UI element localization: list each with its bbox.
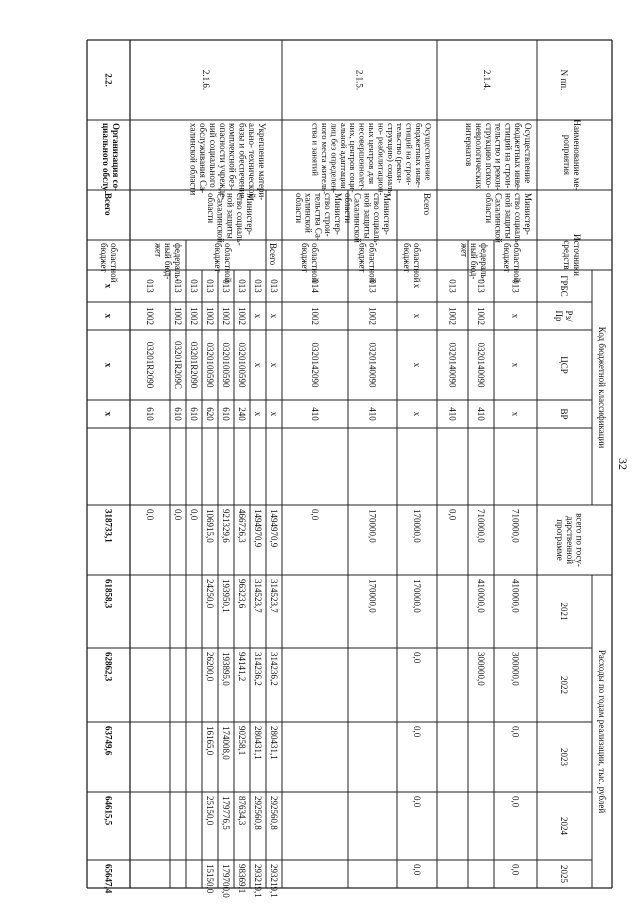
source: областнойбюджет	[300, 243, 320, 283]
source: Всего	[268, 243, 278, 266]
measure-name: Укрепление матери-ально- техническойбазы и обеспечениекомплексной без-опасности учрежде-ний социальногообслуживания Са-халинской области	[188, 123, 267, 201]
g3-row2-vr: 240	[236, 407, 247, 421]
g2-row1-vr: 410	[367, 407, 378, 421]
g3-row4-total: 106915,0	[204, 509, 215, 543]
g3-row0-y4: 293219,1	[268, 864, 279, 898]
g2-row2-rzpr: 1002	[309, 307, 320, 325]
g3-row6-csr: 03201R209C	[172, 340, 183, 390]
g3-row1-y4: 293219,1	[252, 864, 263, 898]
g2-row2-csr: 0320142090	[309, 342, 320, 388]
g3-row4-rzpr: 1002	[204, 307, 215, 325]
g3-row1-rzpr: x	[252, 313, 263, 319]
g3-row3-rzpr: 1002	[220, 307, 231, 325]
row-number: 2.1.6.	[200, 69, 211, 91]
header-budget-code: Код бюджетной классификации	[596, 326, 607, 449]
g4-y4: 65647,4	[103, 864, 114, 894]
g2-row2-total: 0,0	[309, 509, 320, 521]
g3-row3-y1: 193895,0	[220, 652, 231, 686]
g3-row2-grbs: 013	[236, 279, 247, 293]
g1-row2-csr: 0320140090	[447, 342, 458, 388]
page-number: 32	[616, 458, 630, 470]
header-vr: ВР	[558, 408, 569, 420]
header-name: Наименование ме-роприятия	[561, 119, 582, 191]
g3-row3-y3: 179776,5	[220, 796, 231, 830]
header-source: Источникисредств	[561, 234, 582, 276]
g3-row3-vr: 610	[220, 407, 231, 421]
g3-row2-rzpr: 1002	[236, 307, 247, 325]
g1-row1-grbs: 013	[475, 279, 486, 293]
header-expenses: Расходы по годам реализации, тыс. рублей	[596, 649, 607, 814]
g3-row2-csr: 0320100590	[236, 342, 247, 388]
g3-row4-grbs: 013	[204, 279, 215, 293]
header-csr: ЦСР	[558, 356, 569, 374]
g1-row1-vr: 410	[475, 407, 486, 421]
g1-row0-y1: 300000,0	[510, 652, 521, 686]
g3-row0-y1: 314236,2	[268, 652, 279, 686]
g3-row3-grbs: 013	[220, 279, 231, 293]
g1-row1-rzpr: 1002	[475, 307, 486, 325]
source: областнойбюджет	[402, 243, 422, 283]
measure-name: Организация со-циального обслу-	[101, 123, 121, 194]
g3-row0-rzpr: x	[268, 313, 279, 319]
header-total: всего по госу-дарственнойпрограмме	[555, 513, 585, 567]
g3-row1-total: 1494970,9	[252, 509, 263, 548]
g3-row6-total: 0,0	[172, 509, 183, 521]
g1-row0-grbs: 013	[510, 279, 521, 293]
g1-row1-y1: 300000,0	[475, 652, 486, 686]
g1-row1-total: 710000,0	[475, 509, 486, 543]
g3-row1-grbs: 013	[252, 279, 263, 293]
source: федераль-ный бюд-жет	[153, 243, 183, 282]
g3-row4-y0: 24250,0	[204, 579, 215, 609]
g3-row0-csr: x	[268, 362, 279, 368]
g2-row0-rzpr: x	[411, 313, 422, 319]
g2-row1-rzpr: 1002	[367, 307, 378, 325]
g4-vr: x	[103, 411, 114, 417]
g2-row1-y0: 170000,0	[367, 579, 378, 613]
g1-row0-total: 710000,0	[510, 509, 521, 543]
executor: Министер-ство строи-тельства Са-халинскойобласти	[293, 193, 343, 241]
g3-row6-grbs: 013	[172, 279, 183, 293]
g4-grbs: x	[103, 283, 114, 289]
g1-row2-grbs: 013	[447, 279, 458, 293]
g2-row0-grbs: x	[411, 283, 422, 289]
g3-row2-y1: 94141,2	[236, 652, 247, 682]
header-year-2023: 2023	[558, 748, 569, 766]
g4-y1: 62862,3	[103, 652, 114, 682]
g4-y2: 63749,6	[103, 726, 114, 756]
g2-row1-csr: 0320140090	[367, 342, 378, 388]
g3-row7-rzpr: 1002	[144, 307, 155, 325]
g3-row7-total: 0,0	[144, 509, 155, 521]
g1-row0-y2: 0,0	[510, 726, 521, 738]
header-grbs: ГРБС	[558, 275, 569, 297]
g3-row4-y3: 25150,0	[204, 796, 215, 826]
g3-row3-y0: 193950,1	[220, 579, 231, 613]
g3-row0-total: 1494970,9	[268, 509, 279, 548]
g3-row2-y0: 96323,6	[236, 579, 247, 609]
g3-row0-y0: 314523,7	[268, 579, 279, 613]
header-year-2022: 2022	[558, 676, 569, 694]
g3-row5-csr: 03201R2090	[188, 341, 199, 389]
source: областнойбюджет	[502, 243, 522, 283]
g3-row3-csr: 0320100590	[220, 342, 231, 388]
source: областнойбюджет	[357, 243, 378, 283]
g3-row4-y4: 15150,0	[204, 864, 215, 894]
g1-row0-vr: x	[510, 411, 521, 417]
g2-row0-y3: 0,0	[411, 796, 422, 808]
row-number: 2.1.4.	[481, 69, 492, 91]
g3-row4-csr: 0320100590	[204, 342, 215, 388]
g2-row2-vr: 410	[309, 407, 320, 421]
g3-row1-y0: 314523,7	[252, 579, 263, 613]
measure-name: Осуществлениебюджетных инве-стиций на строи-тельство (рекон-струкцию) социаль-но- реабилитацион-ных центров длянесовершеннолет-них, центров соци-альной адаптациилиц без определен-ного места житель-ства и занятий	[310, 123, 434, 197]
header-year-2021: 2021	[558, 602, 569, 621]
g3-row1-vr: x	[252, 411, 263, 417]
g4-total: 318733,1	[103, 509, 114, 543]
executor: Всего	[422, 193, 432, 216]
g3-row1-y3: 292560,8	[252, 796, 263, 830]
g3-row6-rzpr: 1002	[172, 307, 183, 325]
g1-row2-total: 0,0	[447, 509, 458, 521]
g3-row2-total: 466726,3	[236, 509, 247, 543]
g3-row3-y4: 179700,0	[220, 864, 231, 898]
g3-row4-y2: 16165,0	[204, 726, 215, 756]
g3-row5-rzpr: 1002	[188, 307, 199, 325]
executor: Министер-ство социаль-ной защитыСахалинскойобласти	[342, 193, 392, 246]
g3-row1-y2: 280431,1	[252, 726, 263, 760]
g1-row0-y0: 410000,0	[510, 579, 521, 613]
header-n: N пп.	[558, 69, 569, 91]
g4-y0: 61858,3	[103, 579, 114, 609]
g1-row1-y0: 410000,0	[475, 579, 486, 613]
g1-row0-y3: 0,0	[510, 796, 521, 808]
source: областнойбюджет	[213, 243, 233, 283]
g2-row0-y0: 170000,0	[411, 579, 422, 613]
g3-row0-y3: 292560,8	[268, 796, 279, 830]
g1-row0-rzpr: x	[510, 313, 521, 319]
g3-row7-vr: 610	[144, 407, 155, 421]
header-year-2025: 2025	[558, 865, 569, 883]
header-rzpr: Рз/Пр	[553, 310, 574, 322]
g3-row2-y4: 98369,1	[236, 864, 247, 894]
g2-row0-csr: x	[411, 362, 422, 368]
source: федераль-ный бюд-жет	[459, 243, 489, 282]
g2-row1-total: 170000,0	[367, 509, 378, 543]
g3-row3-y2: 174008,0	[220, 726, 231, 760]
g3-row0-grbs: 013	[268, 279, 279, 293]
g2-row0-y2: 0,0	[411, 726, 422, 738]
executor: Министер-ство социаль-ной защитыСахалинскойобласти	[205, 193, 255, 246]
g1-row2-vr: 410	[447, 407, 458, 421]
g3-row6-vr: 610	[172, 407, 183, 421]
measure-name: Осуществлениебюджетных инве-стиций на строи-тельство и рекон-струкцию психо-неврологическихинтернатов	[464, 123, 533, 191]
g3-row0-y2: 280431,1	[268, 726, 279, 760]
g3-row2-y2: 90258,1	[236, 726, 247, 756]
executor: Министер-ство социаль-ной защитыСахалинскойобласти	[483, 193, 533, 246]
source: областнойбюджет	[99, 243, 119, 283]
g4-y3: 64615,5	[103, 796, 114, 826]
g3-row3-total: 921329,6	[220, 509, 231, 543]
g1-row2-rzpr: 1002	[447, 307, 458, 325]
g3-row1-csr: x	[252, 362, 263, 368]
g2-row2-grbs: 014	[309, 279, 320, 293]
g4-csr: x	[103, 362, 114, 368]
g3-row5-total: 0,0	[188, 509, 199, 521]
row-number: 2.1.5.	[354, 69, 365, 91]
g2-row0-y4: 0,0	[411, 864, 422, 876]
header-year-2024: 2024	[558, 817, 569, 835]
g3-row0-vr: x	[268, 411, 279, 417]
g2-row0-y1: 0,0	[411, 652, 422, 664]
executor: Всего	[103, 193, 113, 216]
g3-row1-y1: 314236,2	[252, 652, 263, 686]
g3-row7-grbs: 013	[144, 279, 155, 293]
g4-rzpr: x	[103, 313, 114, 319]
g1-row0-y4: 0,0	[510, 864, 521, 876]
g3-row4-vr: 620	[204, 407, 215, 421]
g2-row0-total: 170000,0	[411, 509, 422, 543]
row-number: 2.2.	[103, 73, 114, 87]
g3-row5-vr: 610	[188, 407, 199, 421]
g3-row5-grbs: 013	[188, 279, 199, 293]
g3-row4-y1: 26200,0	[204, 652, 215, 682]
g2-row0-vr: x	[411, 411, 422, 417]
budget-table	[87, 40, 630, 898]
g1-row1-csr: 0320140090	[475, 342, 486, 388]
g1-row0-csr: x	[510, 362, 521, 368]
g3-row2-y3: 87634,3	[236, 796, 247, 826]
g3-row7-csr: 03201R2090	[144, 341, 155, 389]
g2-row1-grbs: 013	[367, 279, 378, 293]
